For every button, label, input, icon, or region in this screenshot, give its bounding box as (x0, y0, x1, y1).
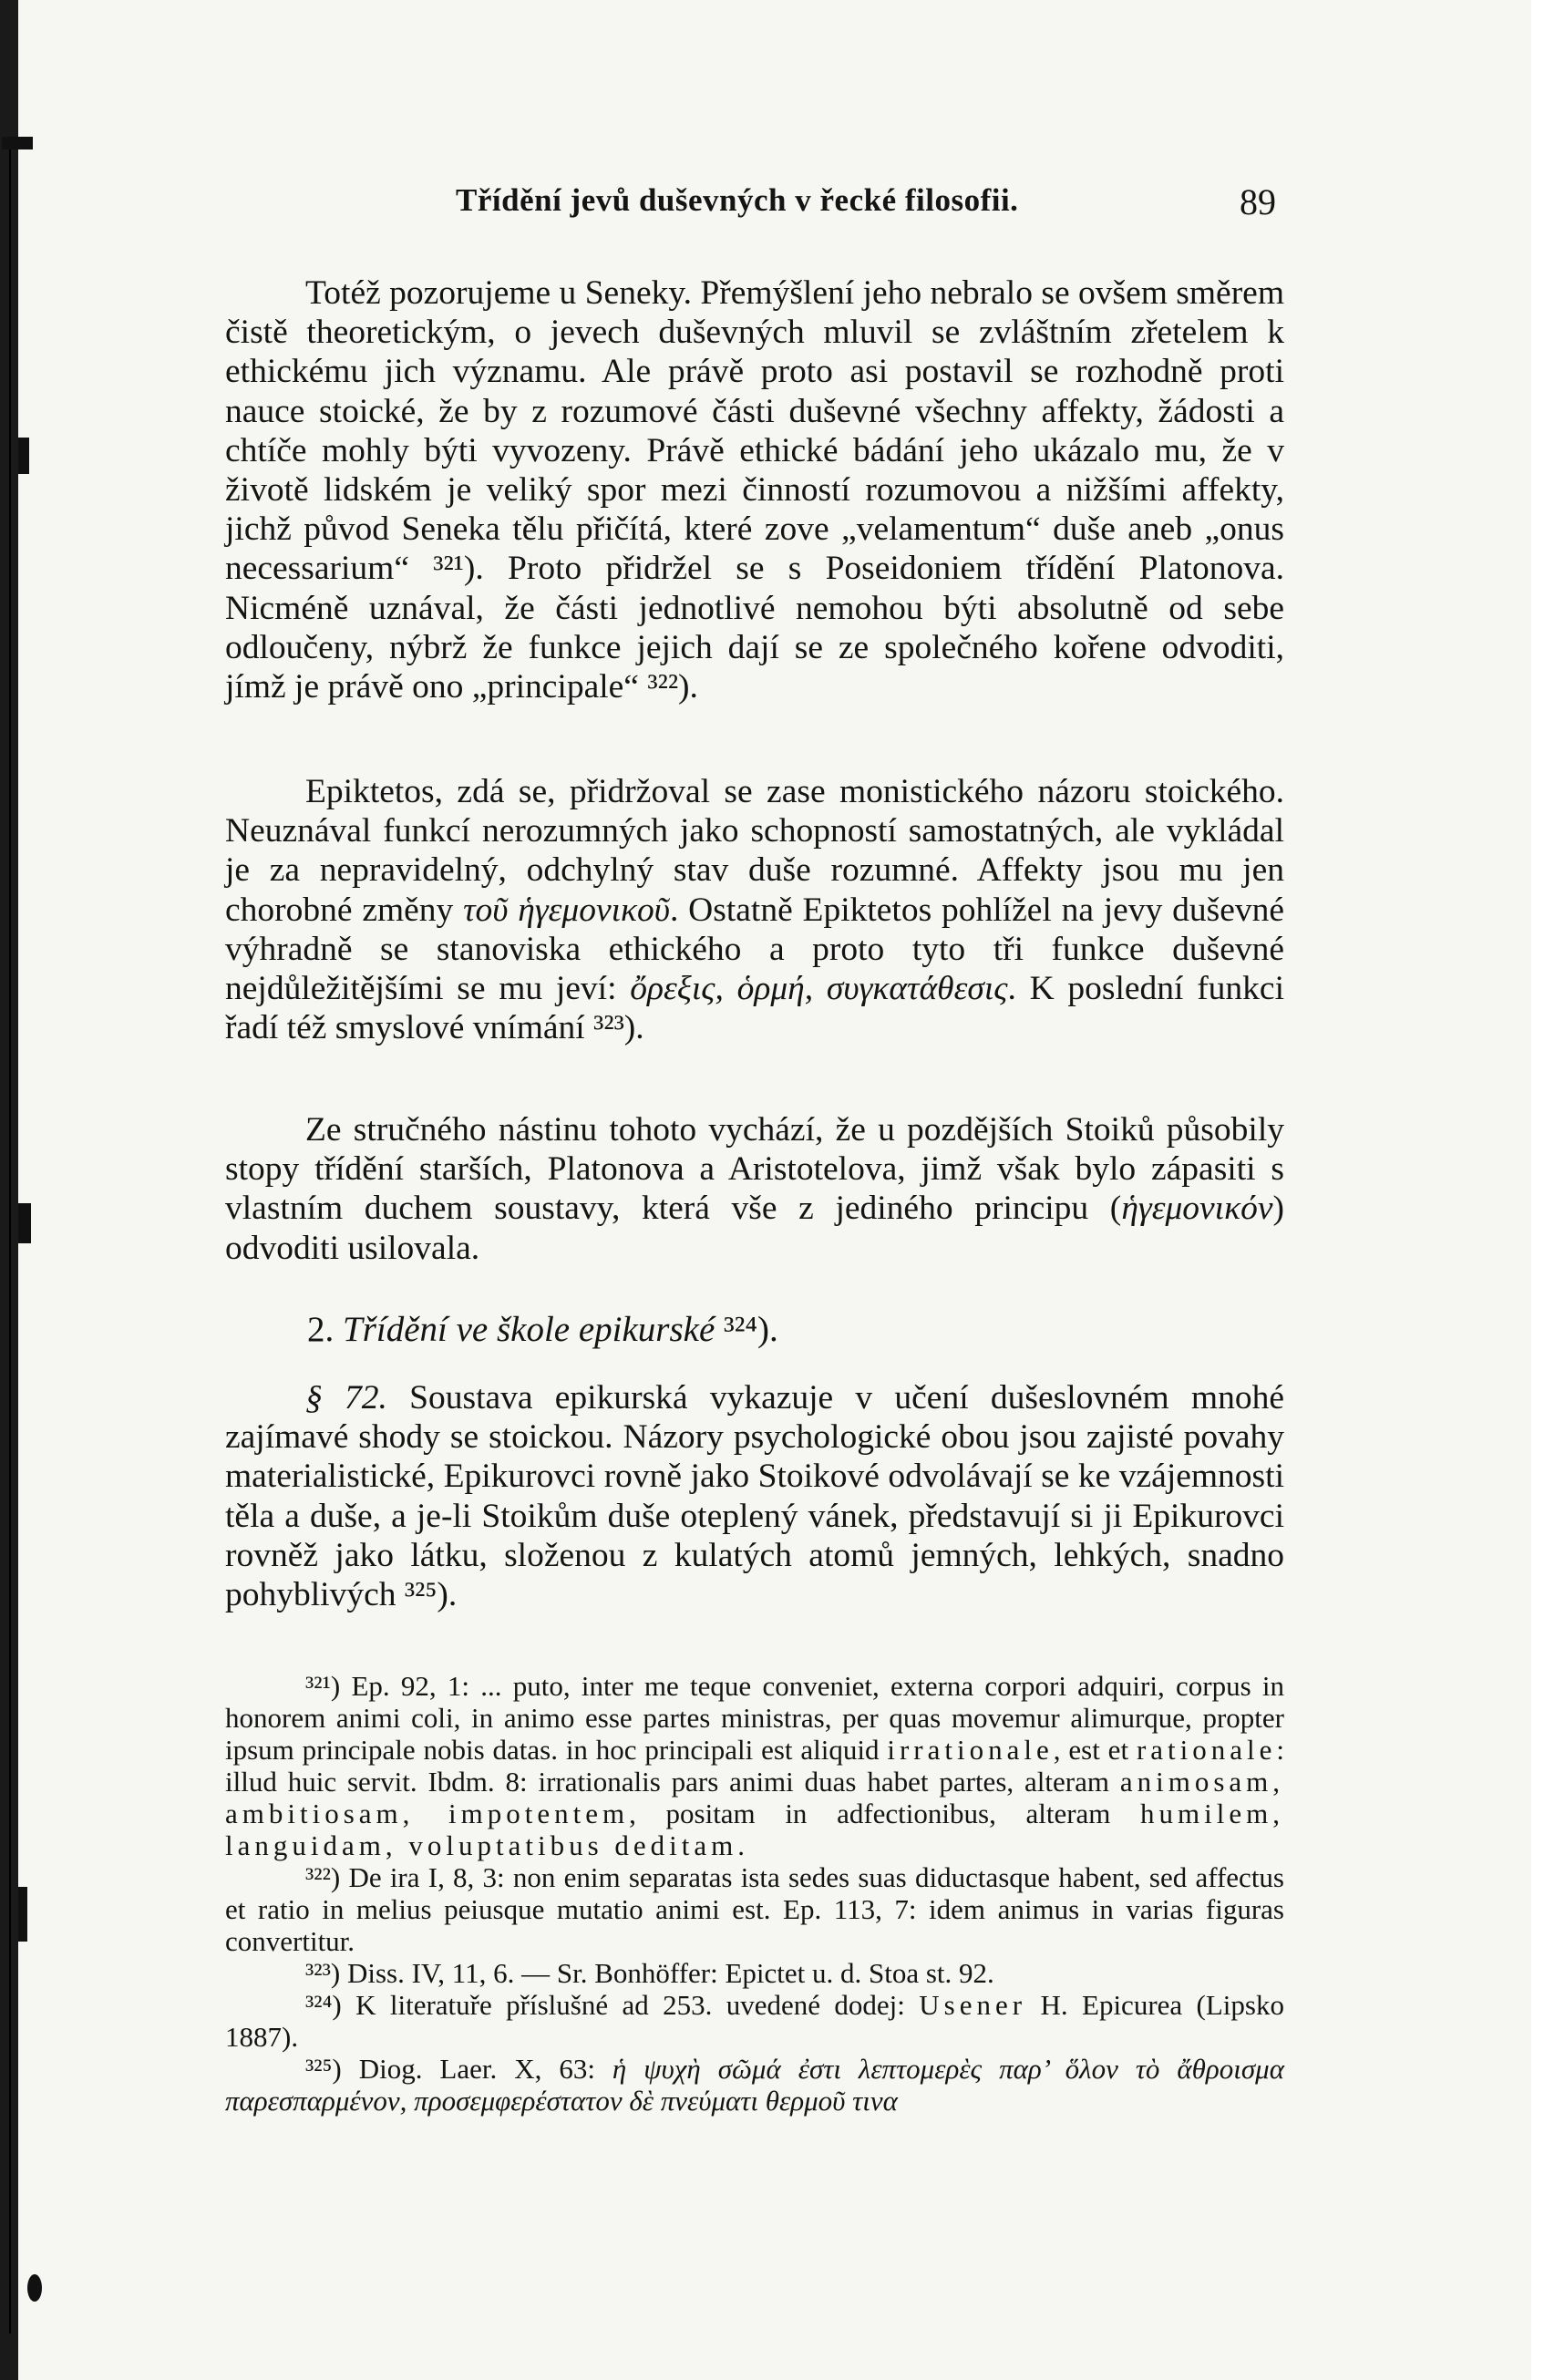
paragraph-epicurean (225, 1378, 1284, 1614)
emphasis: irrationale (887, 1734, 1054, 1766)
emphasis: humilem, languidam, voluptatibus deditam (225, 1798, 1285, 1861)
scan-edge (0, 0, 18, 2380)
binding-line (9, 146, 11, 2334)
section-title: Třídění ve škole epikurské (343, 1310, 715, 1349)
edge-mark (18, 1887, 27, 1942)
edge-mark (18, 1203, 31, 1243)
footnote-text: . (737, 1829, 745, 1861)
greek-term: ὄρεξις, ὁρμή, συγκατάθεσις (630, 970, 1008, 1008)
footnotes (225, 1670, 1284, 2117)
emphasis: animosam, ambitiosam, impotentem (225, 1766, 1284, 1829)
paragraph-text: ) odvoditi usilovala. (225, 1190, 1284, 1267)
footnote-text: , est et (1053, 1734, 1129, 1766)
footnote-322: ³²²) De ira I, 8, 3: non enim separatas ista sedes suas diductasque habent, sed affectus et ratio in melius peiusque mutatio animi est. Ep. 113, 7: idem animus in varias figuras convertitur. (225, 1861, 1284, 1957)
section-mark: § 72. (305, 1379, 387, 1417)
footnote-324 (225, 1989, 1284, 2053)
running-header: Třídění jevů duševných v řecké filosofii. (456, 182, 1019, 218)
footnote-325 (225, 2053, 1284, 2117)
footnote-323: ³²³) Diss. IV, 11, 6. — Sr. Bonhöffer: Epictet u. d. Stoa st. 92. (305, 1957, 994, 1989)
paragraph-text: Epiktetos, zdá se, přidržoval se zase monistického názoru stoického. Neuznával funkcí nerozumných jako schopností samostatných, ale vykládal je za nepravidelný, odchylný stav duše rozumné. Affekty jsou mu jen chorobné změny (225, 773, 1284, 929)
footnote-321 (225, 1670, 1284, 1861)
footnote-text: ³²¹) Ep. 92, 1: ... puto, inter me teque conveniet, externa corpori adquiri, corpus in honorem animi coli, in animo esse partes ministras, per quas movemur alimurque, propter ipsum principale nobis datas. in hoc principali est aliquid (225, 1670, 1284, 1766)
paragraph-epiktetos (225, 772, 1284, 1047)
emphasis: rationale (1136, 1734, 1277, 1766)
paragraph-seneca: Totéž pozorujeme u Seneky. Přemýšlení jeho nebralo se ovšem směrem čistě theoretickým, o jevech duševných mluvil se zvláštním zřetelem k ethickému jich významu. Ale právě proto asi postavil se rozhodně proti nauce stoické, že by z rozumové části duševné všechny affekty, žádosti a chtíče mohly býti vyvozeny. Právě ethické bádání jeho ukázalo mu, že v životě lidském je veliký spor mezi činností rozumovou a nižšími affekty, jichž původ Seneka tělu přičítá, které zove „velamentum“ duše aneb „onus necessarium“ ³²¹). Proto přidržel se s Poseidoniem třídění Platonova. Nicméně uznával, že části jednotlivé nemohou býti absolutně od sebe odloučeny, nýbrž že funkce jejich dají se ze společného kořene odvoditi, jímž je právě ono „principale“ ³²²). (225, 274, 1284, 706)
edge-dot (27, 2274, 42, 2302)
paragraph-text: Soustava epikurská vykazuje v učení dušeslovném mnohé zajímavé shody se stoickou. Názory psychologické obou jsou zajisté povahy materialistické, Epikurovci rovně jako Stoikové odvolávají se ke vzájemnosti těla a duše, a je-li Stoikům duše oteplený vánek, představují si ji Epikurovci rovněž jako látku, složenou z kulatých atomů jemných, lehkých, snadno pohyblivých ³²⁵). (225, 1379, 1284, 1614)
section-number: 2. (307, 1310, 335, 1349)
greek-term: τοῦ ἡγεμονικοῦ (463, 891, 671, 929)
section-note: ³²⁴). (724, 1310, 778, 1349)
greek-term: ἡγεμονικόν (1121, 1190, 1273, 1228)
footnote-text: , positam in adfectionibus, alteram (629, 1798, 1111, 1829)
paragraph-conclusion (225, 1110, 1284, 1268)
section-heading (307, 1309, 778, 1350)
greek-quote: ἡ ψυχὴ σῶμά ἐστι λεπτομερὲς παρ’ ὅλον τὸ ἄθροισμα παρεσπαρμένον, προσεμφερέστατον δὲ πνεύματι θερμοῦ τινα (225, 2053, 1284, 2117)
footnote-text: ³²⁵) Diog. Laer. X, 63: (305, 2053, 595, 2085)
page-number: 89 (1240, 181, 1276, 222)
edge-mark (18, 438, 29, 474)
footnote-text: ³²⁴) K literatuře příslušné ad 253. uvedené dodej: (305, 1989, 905, 2021)
paragraph-text: . K poslední funkci řadí též smyslové vnímání ³²³). (225, 970, 1284, 1047)
paragraph-text: . Ostatně Epiktetos pohlížel na jevy duševné výhradně se stanoviska ethického a proto tyto tři funkce duševné nejdůležitějšími se mu jeví: (225, 891, 1284, 1008)
footnote-text: H. Epicurea (Lipsko 1887). (225, 1989, 1284, 2053)
footnote-text: : illud huic servit. Ibdm. 8: irrationalis pars animi duas habet partes, alteram (225, 1734, 1285, 1798)
emphasis: Usener (919, 1989, 1027, 2021)
paragraph-text: Ze stručného nástinu tohoto vychází, že u pozdějších Stoiků působily stopy třídění starších, Platonova a Aristotelova, jimž však bylo zápasiti s vlastním duchem soustavy, která vše z jediného principu ( (225, 1111, 1284, 1228)
edge-mark (2, 137, 33, 149)
